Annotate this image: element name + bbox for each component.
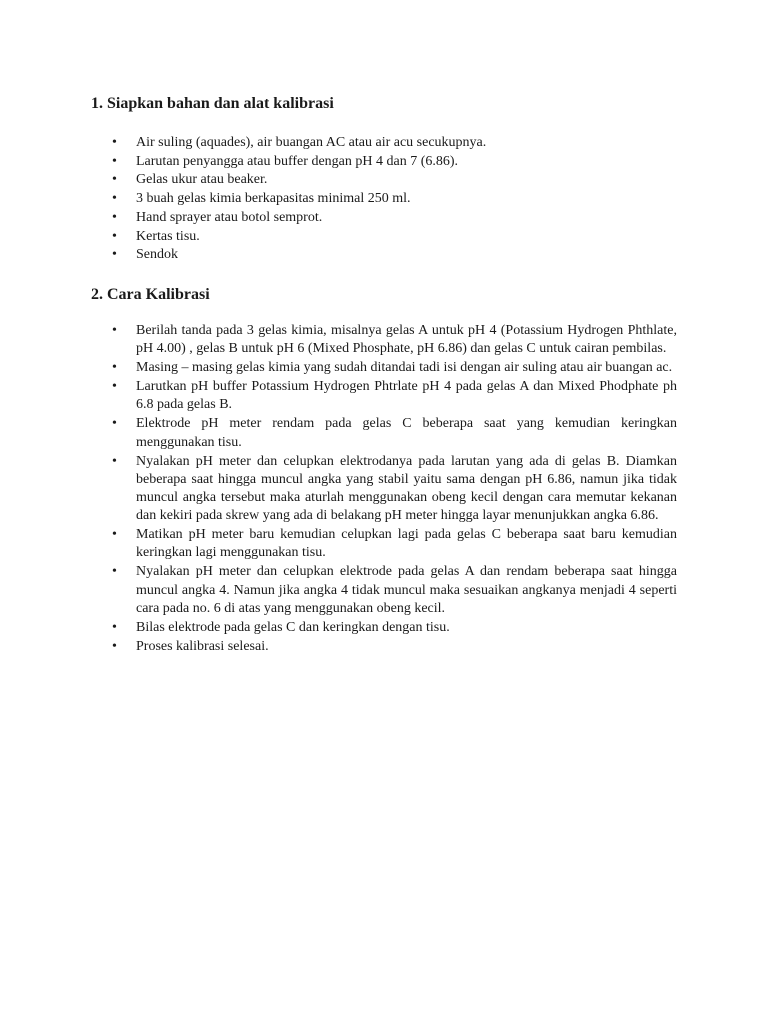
list-item	[0, 228, 677, 246]
list-item	[0, 378, 677, 414]
bullet-icon: •	[112, 323, 117, 338]
section-title-cara-kalibrasi: 2. Cara Kalibrasi	[91, 286, 210, 303]
list-item-text: Matikan pH meter baru kemudian celupkan lagi pada gelas C beberapa saat baru kemudian keringkan lagi menggunakan tisu.	[136, 527, 677, 561]
list-item-text: Gelas ukur atau beaker.	[136, 172, 268, 188]
list-item	[0, 209, 677, 227]
list-item-text: 3 buah gelas kimia berkapasitas minimal 250 ml.	[136, 191, 411, 207]
bullet-icon: •	[112, 360, 117, 376]
bullet-icon: •	[112, 564, 117, 580]
bullet-icon: •	[112, 379, 117, 395]
list-item	[0, 322, 677, 358]
bullet-icon: •	[112, 209, 117, 225]
steps-list	[0, 322, 768, 657]
list-item	[0, 190, 677, 208]
list-item-text: Larutan penyangga atau buffer dengan pH 4 dan 7 (6.86).	[136, 153, 459, 169]
list-item-text: Proses kalibrasi selesai.	[136, 638, 269, 654]
list-item-text: Kertas tisu.	[136, 228, 200, 244]
bullet-icon: •	[112, 247, 117, 263]
list-item-text: Air suling (aquades), air buangan AC atau air acu secukupnya.	[136, 135, 487, 150]
bullet-icon: •	[112, 228, 117, 244]
list-item	[0, 415, 677, 451]
list-item-text: Hand sprayer atau botol semprot.	[136, 209, 323, 225]
section-title-siapkan: 1. Siapkan bahan dan alat kalibrasi	[91, 95, 334, 112]
list-item-text: Larutkan pH buffer Potassium Hydrogen Phtrlate pH 4 pada gelas A dan Mixed Phodphate ph 6.8 pada gelas B.	[136, 379, 677, 413]
list-item-text: Berilah tanda pada 3 gelas kimia, misalnya gelas A untuk pH 4 (Potassium Hydrogen Phthlate, pH 4.00) , gelas B untuk pH 6 (Mixed Phosphate, pH 6.86) dan gelas C untuk cairan pembilas.	[136, 323, 677, 357]
bullet-icon: •	[112, 619, 117, 635]
list-item-text: Nyalakan pH meter dan celupkan elektrode pada gelas A dan rendam beberapa saat hingga muncul angka 4. Namun jika angka 4 tidak muncul maka sesuaikan angkanya menjadi 4 seperti cara pada no. 6 di atas yang menggunakan obeng kecil.	[136, 564, 677, 616]
bullet-icon: •	[112, 191, 117, 207]
bullet-icon: •	[112, 416, 117, 432]
list-item	[0, 563, 677, 618]
list-item	[0, 171, 677, 189]
list-item	[0, 526, 677, 562]
list-item-text: Elektrode pH meter rendam pada gelas C beberapa saat yang kemudian keringkan menggunakan tisu.	[136, 416, 677, 450]
list-item	[0, 638, 677, 656]
bullet-icon: •	[112, 527, 117, 543]
bullet-icon: •	[112, 135, 117, 150]
list-item	[0, 619, 677, 637]
bullet-icon: •	[112, 172, 117, 188]
list-item	[0, 359, 677, 377]
bullet-icon: •	[112, 453, 117, 469]
materials-list	[0, 134, 768, 265]
list-item	[0, 246, 677, 264]
list-item-text: Sendok	[136, 247, 178, 263]
list-item	[0, 153, 677, 171]
list-item-text: Nyalakan pH meter dan celupkan elektrodanya pada larutan yang ada di gelas B. Diamkan beberapa saat hingga muncul angka yang stabil yaitu sama dengan pH 6.86, namun jika tidak muncul angka tersebut maka aturlah menggunakan obeng kecil dengan cara memutar kekanan dan kekiri pada skrew yang ada di belakang pH meter hingga layar menunjukkan angka 6.86.	[136, 453, 677, 524]
bullet-icon: •	[112, 153, 117, 169]
list-item-text: Masing – masing gelas kimia yang sudah ditandai tadi isi dengan air suling atau air buangan ac.	[136, 360, 673, 376]
list-item	[0, 453, 677, 526]
bullet-icon: •	[112, 638, 117, 654]
list-item-text: Bilas elektrode pada gelas C dan keringkan dengan tisu.	[136, 619, 450, 635]
list-item	[0, 134, 677, 152]
